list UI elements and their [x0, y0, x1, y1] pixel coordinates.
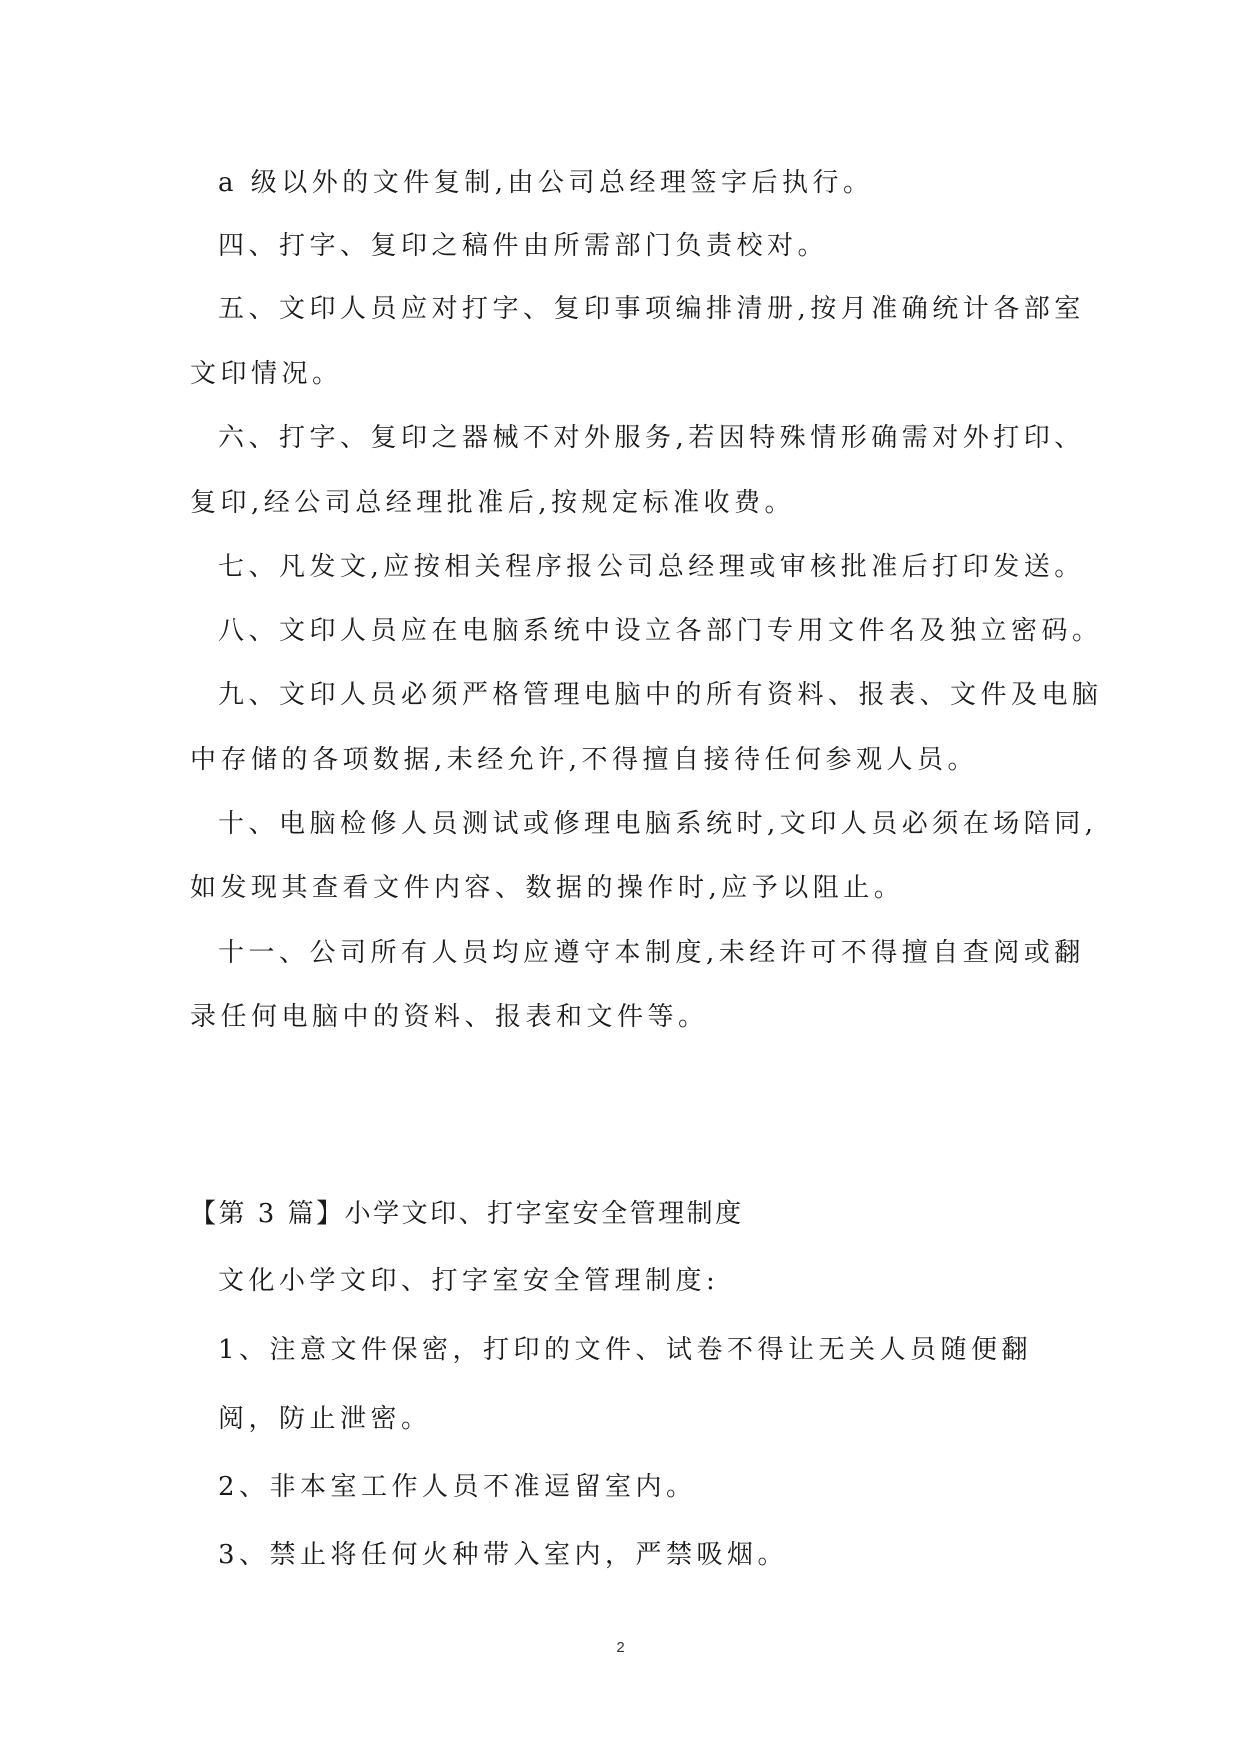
paragraph-line: 阅，防止泄密。 — [218, 1404, 432, 1434]
paragraph-line: 如发现其查看文件内容、数据的操作时,应予以阻止。 — [190, 873, 905, 903]
paragraph-line: 五、文印人员应对打字、复印事项编排清册,按月准确统计各部室 — [218, 294, 1085, 324]
paragraph-line: 文印情况。 — [190, 359, 343, 389]
paragraph-line: 1、注意文件保密，打印的文件、试卷不得让无关人员随便翻 — [218, 1335, 1033, 1365]
section-heading: 【第 3 篇】小学文印、打字室安全管理制度 — [190, 1199, 744, 1229]
paragraph-line: 十、电脑检修人员测试或修理电脑系统时,文印人员必须在场陪同, — [218, 809, 1098, 839]
paragraph-line: 2、非本室工作人员不准逗留室内。 — [218, 1472, 697, 1502]
paragraph-line: 七、凡发文,应按相关程序报公司总经理或审核批准后打印发送。 — [218, 552, 1085, 582]
paragraph-line: 中存储的各项数据,未经允许,不得擅自接待任何参观人员。 — [190, 745, 979, 775]
paragraph-line: 复印,经公司总经理批准后,按规定标准收费。 — [190, 488, 796, 518]
paragraph-line: 3、禁止将任何火种带入室内，严禁吸烟。 — [218, 1540, 789, 1570]
paragraph-line: 文化小学文印、打字室安全管理制度: — [218, 1266, 720, 1296]
paragraph-line: 录任何电脑中的资料、报表和文件等。 — [190, 1002, 709, 1032]
paragraph-line: 九、文印人员必须严格管理电脑中的所有资料、报表、文件及电脑 — [218, 680, 1103, 710]
paragraph-line: 四、打字、复印之稿件由所需部门负责校对。 — [218, 231, 829, 261]
paragraph-line: 十一、公司所有人员均应遵守本制度,未经许可不得擅自查阅或翻 — [218, 938, 1085, 968]
page-number: 2 — [616, 1639, 625, 1656]
paragraph-line: 八、文印人员应在电脑系统中设立各部门专用文件名及独立密码。 — [218, 616, 1103, 646]
paragraph-line: a 级以外的文件复制,由公司总经理签字后执行。 — [218, 168, 874, 198]
paragraph-line: 六、打字、复印之器械不对外服务,若因特殊情形确需对外打印、 — [218, 423, 1085, 453]
